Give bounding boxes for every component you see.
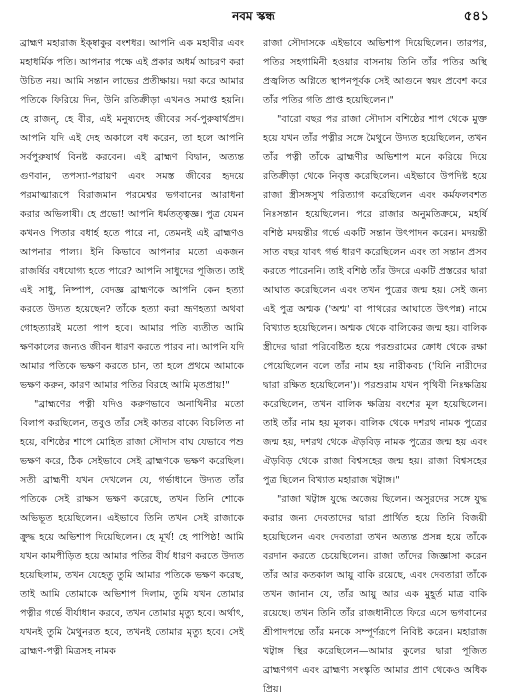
right-column [263,34,487,695]
page-header [0,6,507,28]
paragraph: রাজা সৌদাসকে এইভাবে অভিশাপ দিয়েছিলেন। তারপর, পতির সহগামিনী হওয়ার বাসনায় তিনি তাঁর পতির অস্থি প্রজ্বলিত অগ্নিতে স্থাপনপূর্বক সেই আগুনে স্বয়ং প্রবেশ করে তাঁর পতির গতি প্রাপ্ত হয়েছিলেন।" [263,38,487,106]
paragraph: "বারো বছর পর রাজা সৌদাস বশিষ্ঠের শাপ থেকে মুক্ত হয়ে যখন তাঁর পত্নীর সঙ্গে মৈথুনে উদ্যত হয়েছিলেন, তখন তাঁর পত্নী তাঁকে ব্রাহ্মণীর অভিশাপ মনে করিয়ে দিয়ে রতিক্রীড়া থেকে নিবৃত্ত করেছিলেন। এইভাবে উপদিষ্ট হয়ে রাজা স্ত্রীসঙ্গসুখ পরিত্যাগ করেছিলেন এবং কর্মফলবশত নিঃসন্তান হয়েছিলেন। পরে রাজার অনুমতিক্রমে, মহর্ষি বশিষ্ঠ মদয়ন্তীর গর্ভে একটি সন্তান উৎপাদন করেন। মদয়ন্তী সাত বছর যাবৎ গর্ভ ধারণ করেছিলেন এবং তা সন্তান প্রসব করতে পারেননি। তাই বশিষ্ঠ তাঁর উদরে একটি প্রস্তরের দ্বারা আঘাত করেছিলেন এবং তখন পুত্রের জন্ম হয়। সেই জন্য এই পুত্র অশ্মক ('অশ্ম' বা পাথরের আঘাতে উৎপন্ন) নামে বিখ্যাত হয়েছিলেন। অশ্মক থেকে বালিকের জন্ম হয়। বালিক স্ত্রীদের দ্বারা পরিবেষ্টিত হয়ে পরশুরামের ক্রোধ থেকে রক্ষা পেয়েছিলেন বলে তাঁর নাম হয় নারীকবচ ('যিনি নারীদের দ্বারা রক্ষিত হয়েছিলেন')। পরশুরাম যখন পৃথিবী নিঃক্ষত্রিয় করেছিলেন, তখন বালিক ক্ষত্রিয় বংশের মূল হয়েছিলেন। তাই তাঁর নাম হয় মূলক। বালিক থেকে দশরথ নামক পুত্রের জন্ম হয়, দশরথ থেকে ঐড়বিড় নামক পুত্রের জন্ম হয় এবং ঐড়বিড় থেকে রাজা বিশ্বসহের জন্ম হয়। রাজা বিশ্বসহের পুত্র ছিলেন বিখ্যাত মহারাজ খট্বাঙ্গ।" [263,114,487,486]
page-number: ৫৪১ [463,9,489,24]
chapter-title: নবম স্কন্ধ [232,9,275,23]
paragraph: "ব্রাহ্মণের পত্নী যদিও করুণভাবে অনাথিনীর মতো বিলাপ করছিলেন, তবুও তাঁর সেই কাতর বাক্যে বিচলিত না হয়ে, বশিষ্ঠের শাপে মোহিত রাজা সৌদাস বাঘ যেভাবে পশু ভক্ষণ করে, ঠিক সেইভাবে সেই ব্রাহ্মণকে ভক্ষণ করেছিল। সতী ব্রাহ্মণী যখন দেখলেন যে, গর্ভাধানে উদ্যত তাঁর পতিকে সেই রাক্ষস ভক্ষণ করেছে, তখন তিনি শোকে অভিভূত হয়েছিলেন। এইভাবে তিনি তখন সেই রাজাকে ক্রুদ্ধ হয়ে অভিশাপ দিয়েছিলেন। হে মূর্খ! হে পাপিষ্ঠ! আমি যখন কামপীড়িত হয়ে আমার পতির বীর্য ধারণ করতে উদ্যত হয়েছিলাম, তখন যেহেতু তুমি আমার পতিকে ভক্ষণ করেছ, তাই আমি তোমাকে অভিশাপ দিলাম, তুমি যখন তোমার পত্নীর গর্ভে বীর্যাধান করবে, তখন তোমার মৃত্যু হবে। অর্থাৎ, যখনই তুমি মৈথুনরত হবে, তখনই তোমার মৃত্যু হবে। সেই ব্রাহ্মণ-পত্নী মিত্রসহ নামক [20,399,244,657]
left-column [20,34,244,666]
paragraph: ব্রাহ্মণ মহারাজ ইক্ষ্বাকুর বংশধর। আপনি এক মহাবীর এবং মহাধর্মিক পতি। আপনার পক্ষে এই প্রকার অধর্ম আচরণ করা উচিত নয়। আমি সন্তান লাভের প্রতীক্ষায়। দয়া করে আমার পতিকে ফিরিয়ে দিন, উনি রতিক্রীড়া এখনও সমাপ্ত হয়নি। হে রাজন্, হে বীর, এই মনুষ্যদেহ জীবের সর্ব-পুরুষার্থপ্রদ। আপনি যদি এই দেহ অকালে বধ করেন, তা হলে আপনি সর্বপুরুষার্থ বিনষ্ট করবেন। এই ব্রাহ্মণ বিদ্বান, অত্যন্ত গুণবান, তপস্যা-পরায়ণ এবং সমস্ত জীবের হৃদয়ে পরমাত্মারূপে বিরাজমান পরমেশ্বর ভগবানের আরাধনা করার অভিলাষী। হে প্রভো! আপনি ধর্মতত্ত্বজ্ঞ। পুত্র যেমন কখনও পিতার বধার্হ হতে পারে না, তেমনই এই ব্রাহ্মণও আপনার পাল্য। ইনি কিভাবে আপনার মতো একজন রাজর্ষির বধযোগ্য হতে পারে? আপনি সাধুদের পূজিত। তাই এই সাধু, নিষ্পাপ, বেদজ্ঞ ব্রাহ্মণকে আপনি কেন হত্যা করতে উদ্যত হয়েছেন? তাঁকে হত্যা করা ভ্রূণহত্যা অথবা গোহত্যারই মতো পাপ হবে। আমার পতি ব্যতীত আমি ক্ষণকালের জন্যও জীবন ধারণ করতে পারব না। আপনি যদি আমার পতিকে ভক্ষণ করতে চান, তা হলে প্রথমে আমাকে ভক্ষণ করুন, কারণ আমার পতির বিরহে আমি মৃতপ্রায়!" [20,38,244,391]
paragraph: "রাজা খট্বাঙ্গ যুদ্ধে অজেয় ছিলেন। অসুরদের সঙ্গে যুদ্ধ করার জন্য দেবতাদের দ্বারা প্রার্থিত হয়ে তিনি বিজয়ী হয়েছিলেন এবং দেবতারা তখন অত্যন্ত প্রসন্ন হয়ে তাঁকে বরদান করতে চেয়েছিলেন। রাজা তাঁদের জিজ্ঞাসা করেন তাঁর আর কতকাল আয়ু বাকি রয়েছে, এবং দেবতারা তাঁকে তখন জানান যে, তাঁর আয়ু আর এক মুহূর্ত মাত্র বাকি রয়েছে। তখন তিনি তাঁর রাজধানীতে ফিরে এসে ভগবানের শ্রীপাদপদ্মে তাঁর মনকে সম্পূর্ণরূপে নিবিষ্ট করেন। মহারাজ খট্বাঙ্গ স্থির করেছিলেন—আমার কুলের দ্বারা পূজিত ব্রাহ্মণগণ এবং ব্রাহ্মণ্য সংস্কৃতি আমার প্রাণ থেকেও অধিক প্রিয়। [263,494,487,695]
